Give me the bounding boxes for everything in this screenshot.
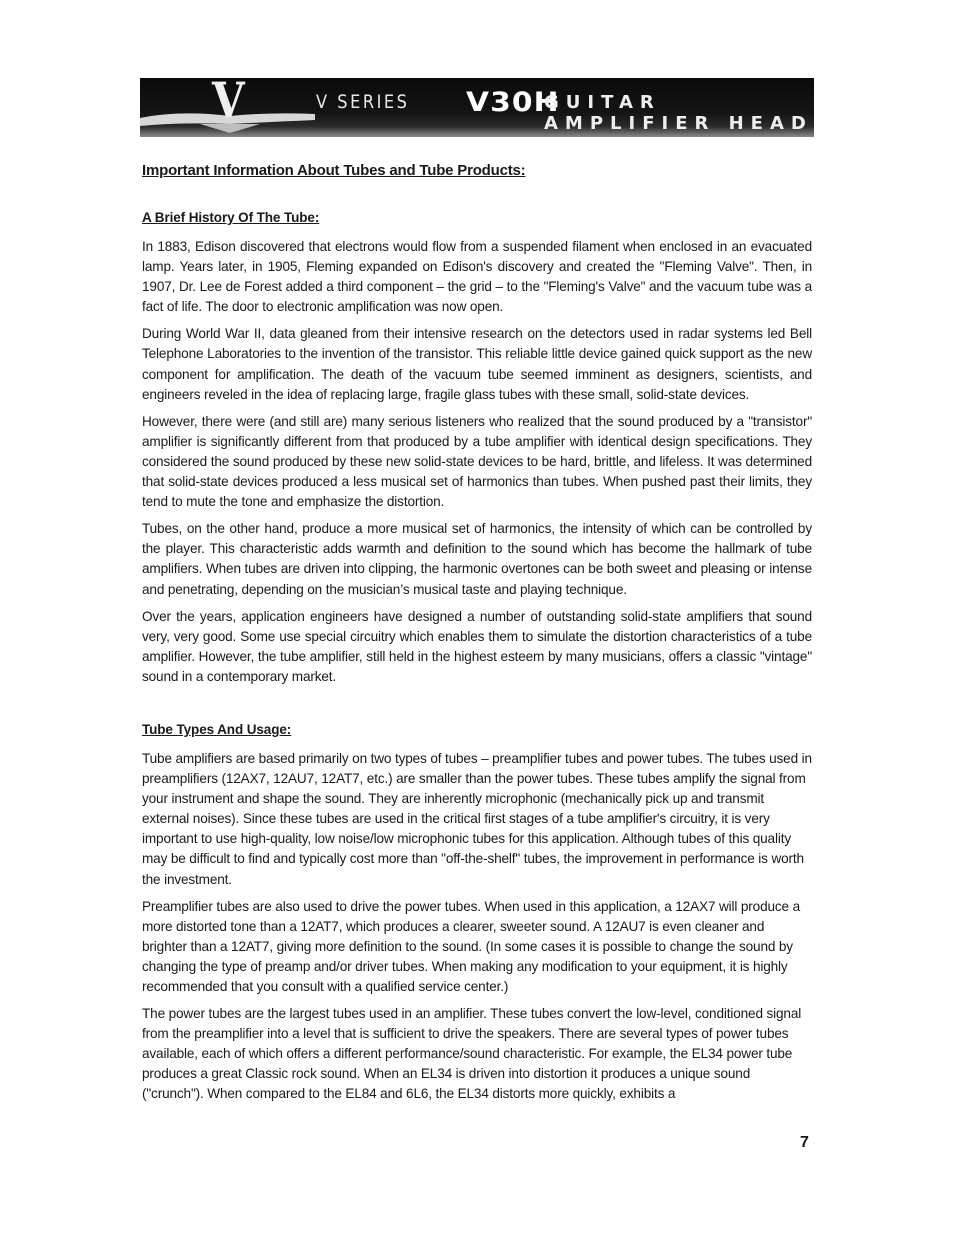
page-title: Important Information About Tubes and Tube Products: [142,162,526,179]
section-heading-tube-types: Tube Types And Usage: [142,721,292,737]
paragraph: Tubes, on the other hand, produce a more musical set of harmonics, the intensity of which can be controlled by the player. This characteristic adds warmth and definition to the sound which has become the hallmark of tube amplifiers. When tubes are driven into clipping, the harmonic overtones can be both sweet and pleasing or intense and penetrating, depending on the musician’s musical taste and playing technique. [142,521,812,597]
paragraph: During World War II, data gleaned from their intensive research on the detectors used in radar systems led Bell Telephone Laboratories to the invention of the transistor. This reliable little device gained quick support as the new component for amplification. The death of the vacuum tube seemed imminent as designers, scientists, and engineers reveled in the idea of replacing large, fragile glass tubes with these small, solid-state devices. [142,326,812,402]
paragraph: In 1883, Edison discovered that electrons would flow from a suspended filament when enclosed in an evacuated lamp. Years later, in 1905, Fleming expanded on Edison's discovery and created the "Fleming Valve". Then, in 1907, Dr. Lee de Forest added a third component – the grid – to the "Fleming's Valve" and the vacuum tube was a fact of life. The door to electronic amplification was now open. [142,239,812,315]
v-logo: V [212,78,245,129]
paragraph: The power tubes are the largest tubes used in an amplifier. These tubes convert the low-level, conditioned signal from the preamplifier into a level that is sufficient to drive the speakers. There are several types of power tubes available, each of which offers a different performance/sound characteristic. For example, the EL34 power tube produces a great Classic rock sound. When an EL34 is driven into distortion it produces a unique sound ("crunch"). When compared to the EL84 and 6L6, the EL34 distorts more quickly, exhibits a [142,1006,802,1102]
product-label: GUITAR AMPLIFIER HEAD [544,92,813,134]
paragraph: Preamplifier tubes are also used to drive the power tubes. When used in this application, a 12AX7 will produce a more distorted tone than a 12AT7, which produces a clearer, sweeter sound. A 12AU7 is even cleaner and brighter than a 12AT7, giving more definition to the sound. (In some cases it is possible to change the sound by changing the type of preamp and/or driver tubes. When making any modification to your equipment, it is highly recommended that you consult with a qualified service center.) [142,898,800,994]
paragraph: Over the years, application engineers have designed a number of outstanding solid-state amplifiers that sound very, very good. Some use special circuitry which enables them to simulate the distortion characteristics of a tube amplifier. However, the tube amplifier, still held in the highest esteem by many musicians, offers a classic "vintage" sound in a contemporary market. [142,608,812,684]
document-body [142,160,812,1105]
model-label: V30H [466,87,560,118]
page-number: 7 [800,1134,809,1151]
paragraph: However, there were (and still are) many serious listeners who realized that the sound produced by a "transistor" amplifier is significantly different from that produced by a tube amplifier with identical design specifications. They considered the sound produced by these new solid-state devices to be hard, brittle, and lifeless. It was determined that solid-state devices produced a less musical set of harmonics than tubes. When pushed past their limits, they tend to mute the tone and emphasize the distortion. [142,413,812,510]
paragraph: Tube amplifiers are based primarily on two types of tubes – preamplifier tubes and power tubes. The tubes used in preamplifiers (12AX7, 12AU7, 12AT7, etc.) are smaller than the power tubes. These tubes amplify the signal from your instrument and shape the sound. They are inherently microphonic (mechanically pick up and transmit external noises). Since these tubes are used in the critical first stages of a tube amplifier's circuitry, it is very important to use high-quality, low noise/low microphonic tubes for this application. Although tubes of this quality may be difficult to find and typically cost more than "off-the-shelf" tubes, the improvement in performance is worth the investment. [142,750,812,887]
section-heading-history: A Brief History Of The Tube: [142,210,320,225]
header-banner [140,78,814,137]
series-label: V SERIES [316,91,410,113]
